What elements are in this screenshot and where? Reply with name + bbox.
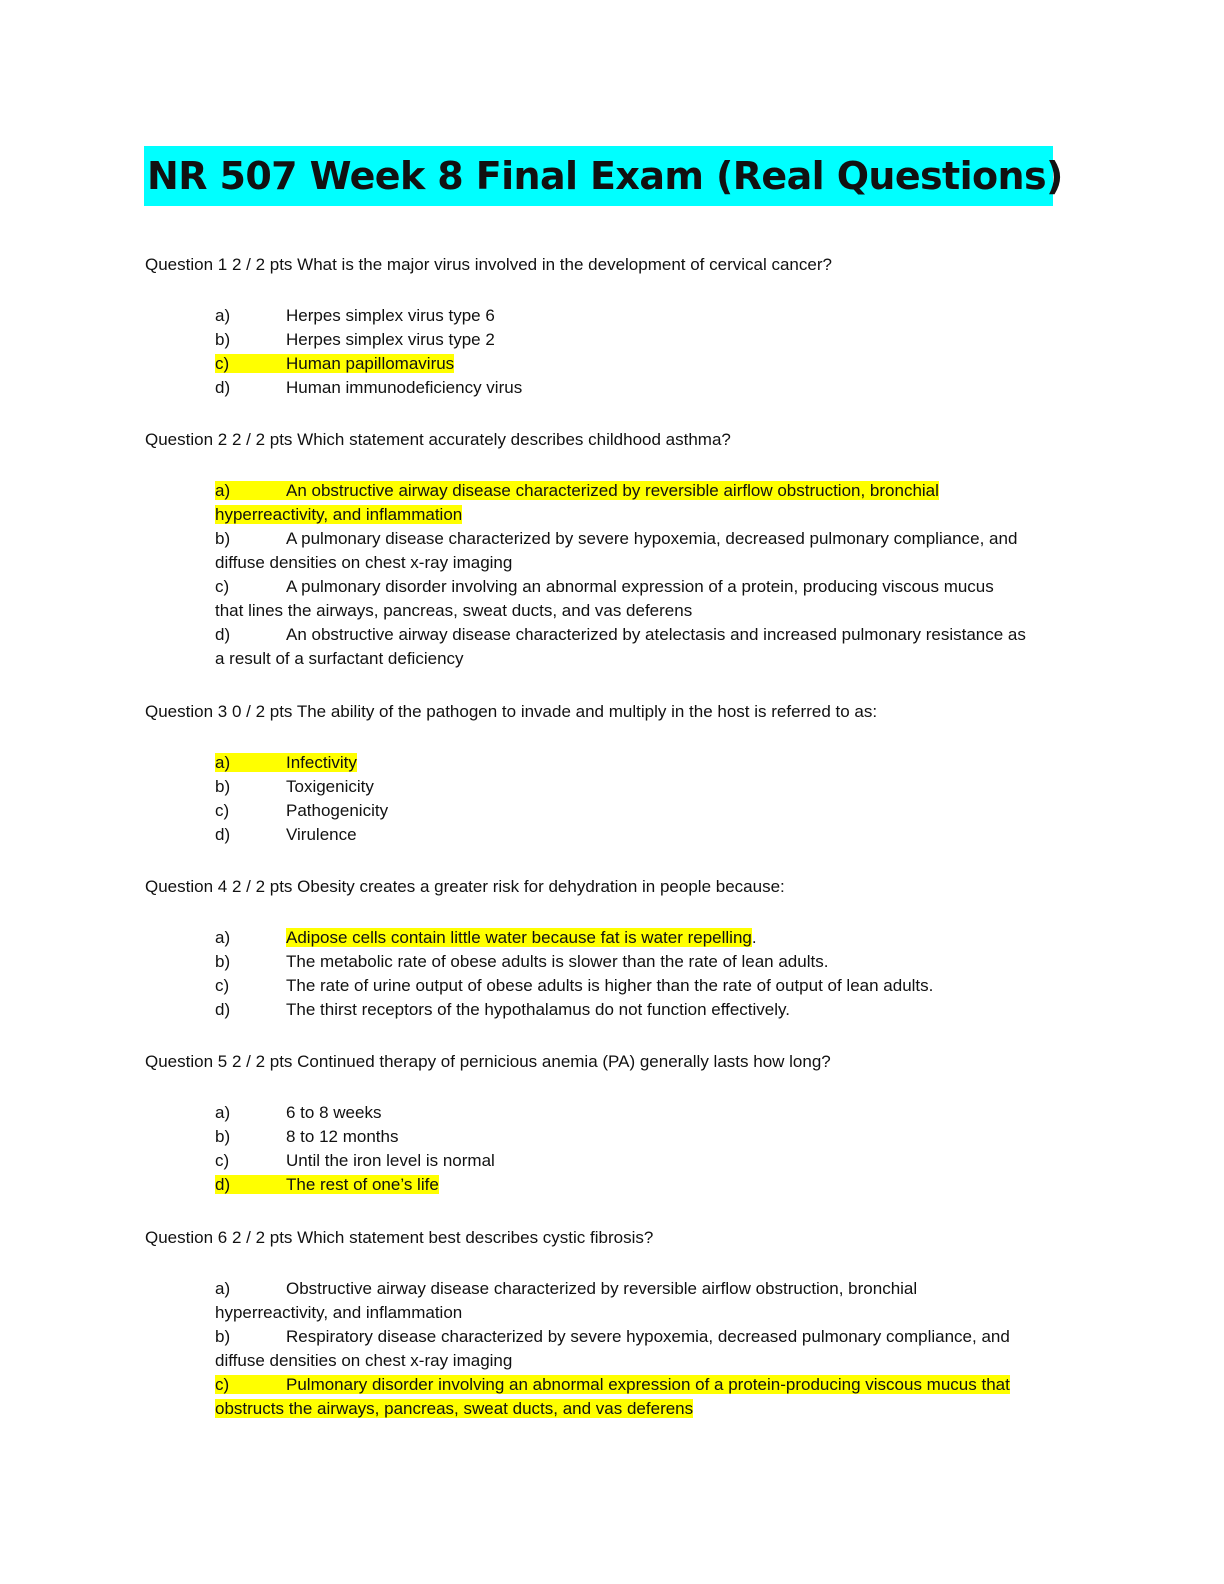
option-text: 8 to 12 months	[286, 1127, 399, 1146]
option-letter: c)	[215, 801, 230, 820]
option-text: An obstructive airway disease characterized by reversible airflow obstruction, bronchial	[286, 481, 939, 500]
option-text: Infectivity	[286, 753, 357, 772]
option-text: Virulence	[286, 825, 357, 844]
question-2-option-d-continued: a result of a surfactant deficiency	[215, 649, 464, 668]
option-text: 6 to 8 weeks	[286, 1103, 382, 1122]
question-3-option-a-correct	[215, 751, 1075, 775]
option-letter: b)	[215, 952, 231, 971]
option-letter: a)	[215, 306, 231, 325]
question-3-option-d	[215, 823, 1075, 847]
question-6-option-b	[215, 1325, 1075, 1349]
option-letter: c)	[215, 1151, 230, 1170]
option-text: Toxigenicity	[286, 777, 374, 796]
option-suffix: .	[751, 928, 757, 947]
option-text: The rest of one’s life	[286, 1175, 439, 1194]
question-2-option-c	[215, 575, 1075, 599]
option-text: Herpes simplex virus type 2	[286, 330, 495, 349]
option-letter: c)	[215, 577, 230, 596]
option-text-continued: hyperreactivity, and inflammation	[215, 505, 463, 524]
question-4-option-b	[215, 950, 1075, 974]
question-2-option-a-continued	[215, 503, 1075, 527]
option-text: Obstructive airway disease characterized by reversible airflow obstruction, bronchial	[286, 1279, 918, 1298]
option-letter: d)	[215, 1000, 231, 1019]
option-text: Adipose cells contain little water because fat is water repelling	[286, 928, 752, 947]
option-letter: b)	[215, 777, 231, 796]
option-text: The metabolic rate of obese adults is slower than the rate of lean adults.	[286, 952, 829, 971]
option-text: Human immunodeficiency virus	[286, 378, 523, 397]
question-3-option-c	[215, 799, 1075, 823]
title-highlight	[144, 146, 1063, 206]
option-letter: a)	[215, 1279, 231, 1298]
question-5-option-d-correct	[215, 1173, 1075, 1197]
option-text: Pathogenicity	[286, 801, 389, 820]
question-1-option-d	[215, 376, 1075, 400]
option-letter: a)	[215, 481, 231, 500]
question-6-option-a-continued: hyperreactivity, and inflammation	[215, 1303, 463, 1322]
question-4-header: Question 4 2 / 2 pts Obesity creates a greater risk for dehydration in people because:	[145, 877, 785, 896]
option-letter: c)	[215, 976, 230, 995]
question-6-option-a	[215, 1277, 1075, 1301]
option-letter: d)	[215, 378, 231, 397]
question-1-option-a	[215, 304, 1075, 328]
question-1-option-c-correct	[215, 352, 1075, 376]
option-letter: b)	[215, 330, 231, 349]
option-text: Human papillomavirus	[286, 354, 455, 373]
question-4-option-a-correct	[215, 926, 1075, 950]
option-letter: b)	[215, 1127, 231, 1146]
question-2-option-d	[215, 623, 1075, 647]
question-5-header: Question 5 2 / 2 pts Continued therapy of pernicious anemia (PA) generally lasts how long?	[145, 1052, 831, 1071]
option-text: Until the iron level is normal	[286, 1151, 495, 1170]
question-2-option-a-correct	[215, 479, 1075, 503]
option-text: The rate of urine output of obese adults is higher than the rate of output of lean adults.	[286, 976, 934, 995]
option-letter: d)	[215, 1175, 231, 1194]
option-text: A pulmonary disease characterized by severe hypoxemia, decreased pulmonary compliance, and	[286, 529, 1018, 548]
question-1-header: Question 1 2 / 2 pts What is the major virus involved in the development of cervical cancer?	[145, 255, 832, 274]
option-letter: c)	[215, 354, 230, 373]
option-text: Respiratory disease characterized by severe hypoxemia, decreased pulmonary compliance, and	[286, 1327, 1010, 1346]
page-title: NR 507 Week 8 Final Exam (Real Questions)	[147, 154, 1063, 198]
option-text: The thirst receptors of the hypothalamus do not function effectively.	[286, 1000, 790, 1019]
option-letter: a)	[215, 928, 231, 947]
question-5-option-c	[215, 1149, 1075, 1173]
question-4-option-c	[215, 974, 1075, 998]
question-4-option-d	[215, 998, 1075, 1022]
option-letter: d)	[215, 625, 231, 644]
option-letter: a)	[215, 753, 231, 772]
question-1-option-b	[215, 328, 1075, 352]
question-2-option-b	[215, 527, 1075, 551]
question-6-option-c-continued	[215, 1397, 1075, 1421]
option-text: Herpes simplex virus type 6	[286, 306, 495, 325]
question-5-option-a	[215, 1101, 1075, 1125]
option-letter: b)	[215, 529, 231, 548]
question-5-option-b	[215, 1125, 1075, 1149]
option-letter: d)	[215, 825, 231, 844]
option-letter: c)	[215, 1375, 230, 1394]
question-6-option-b-continued: diffuse densities on chest x-ray imaging	[215, 1351, 513, 1370]
question-6-option-c-correct	[215, 1373, 1075, 1397]
option-text-continued: obstructs the airways, pancreas, sweat ducts, and vas deferens	[215, 1399, 694, 1418]
question-3-header: Question 3 0 / 2 pts The ability of the pathogen to invade and multiply in the host is referred to as:	[145, 702, 878, 721]
option-letter: b)	[215, 1327, 231, 1346]
option-text: A pulmonary disorder involving an abnormal expression of a protein, producing viscous mucus	[286, 577, 994, 596]
option-text: Pulmonary disorder involving an abnormal expression of a protein-producing viscous mucus that	[286, 1375, 1010, 1394]
option-text: An obstructive airway disease characterized by atelectasis and increased pulmonary resistance as	[286, 625, 1026, 644]
question-2-header: Question 2 2 / 2 pts Which statement accurately describes childhood asthma?	[145, 430, 731, 449]
question-6-header: Question 6 2 / 2 pts Which statement best describes cystic fibrosis?	[145, 1228, 654, 1247]
question-3-option-b	[215, 775, 1075, 799]
option-letter: a)	[215, 1103, 231, 1122]
question-2-option-c-continued: that lines the airways, pancreas, sweat ducts, and vas deferens	[215, 601, 693, 620]
question-2-option-b-continued: diffuse densities on chest x-ray imaging	[215, 553, 513, 572]
